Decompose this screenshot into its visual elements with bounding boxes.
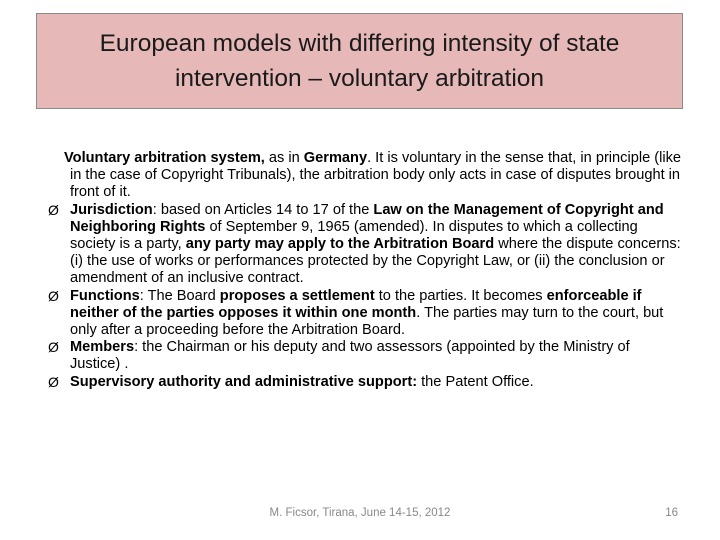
bullet-bold: Members: [70, 339, 135, 356]
bullet-bold: Functions: [70, 287, 140, 304]
bullet-text: where the dispute concerns: (i) the use of works or performances protected by the Copyright Law, or (ii) the conclusion or amendment of an inclusive contract.: [70, 236, 681, 287]
intro-bold-2: Germany: [303, 150, 368, 166]
arrow-bullet-icon: Ø: [48, 201, 59, 218]
bullet-bold: any party may apply to the Arbitration Board: [185, 236, 495, 253]
bullet-text: : the Chairman or his deputy and two assessors (appointed by the Ministry of Justice) .: [70, 339, 630, 373]
arrow-bullet-icon: Ø: [48, 339, 59, 356]
slide-body: [48, 150, 684, 391]
bullet-supervisory-authority: [48, 374, 684, 391]
slide-title-box: [36, 13, 683, 109]
intro-text-1: as in: [264, 150, 304, 166]
intro-bold-1: Voluntary arbitration system,: [64, 150, 265, 166]
bullet-bold: Supervisory authority and administrative support:: [70, 373, 418, 390]
bullet-text: the Patent Office.: [417, 373, 534, 390]
bullet-bold: enforceable if neither of the parties opposes it within one month: [70, 287, 642, 321]
bullet-functions: [48, 288, 684, 340]
slide-title-line-2: intervention – voluntary arbitration: [174, 65, 545, 92]
bullet-bold: proposes a settlement: [219, 287, 375, 304]
slide-title-line-1: European models with differing intensity of state: [99, 30, 620, 57]
intro-paragraph: [48, 150, 684, 202]
intro-text-2: . It is voluntary in the sense that, in principle (like in the case of Copyright Tribunals), the arbitration body only acts in case of disputes brought in front of it.: [70, 150, 681, 201]
bullet-jurisdiction: [48, 202, 684, 288]
bullet-bold: Jurisdiction: [70, 201, 153, 218]
bullet-text: . The parties may turn to the court, but only after a proceeding before the Arbitration Board.: [70, 304, 664, 339]
bullet-text: to the parties. It becomes: [374, 287, 547, 304]
footer-author-date: M. Ficsor, Tirana, June 14-15, 2012: [269, 507, 451, 519]
arrow-bullet-icon: Ø: [48, 287, 59, 304]
bullet-text: : based on Articles 14 to 17 of the: [152, 201, 374, 218]
slide-number: 16: [665, 507, 678, 519]
bullet-text: : The Board: [139, 287, 220, 304]
bullet-bold: Law on the Management of Copyright and Neighboring Rights: [70, 201, 664, 235]
bullet-members: [48, 339, 684, 373]
arrow-bullet-icon: Ø: [48, 373, 59, 390]
bullet-text: of September 9, 1965 (amended). In disputes to which a collecting society is a party,: [70, 218, 638, 253]
